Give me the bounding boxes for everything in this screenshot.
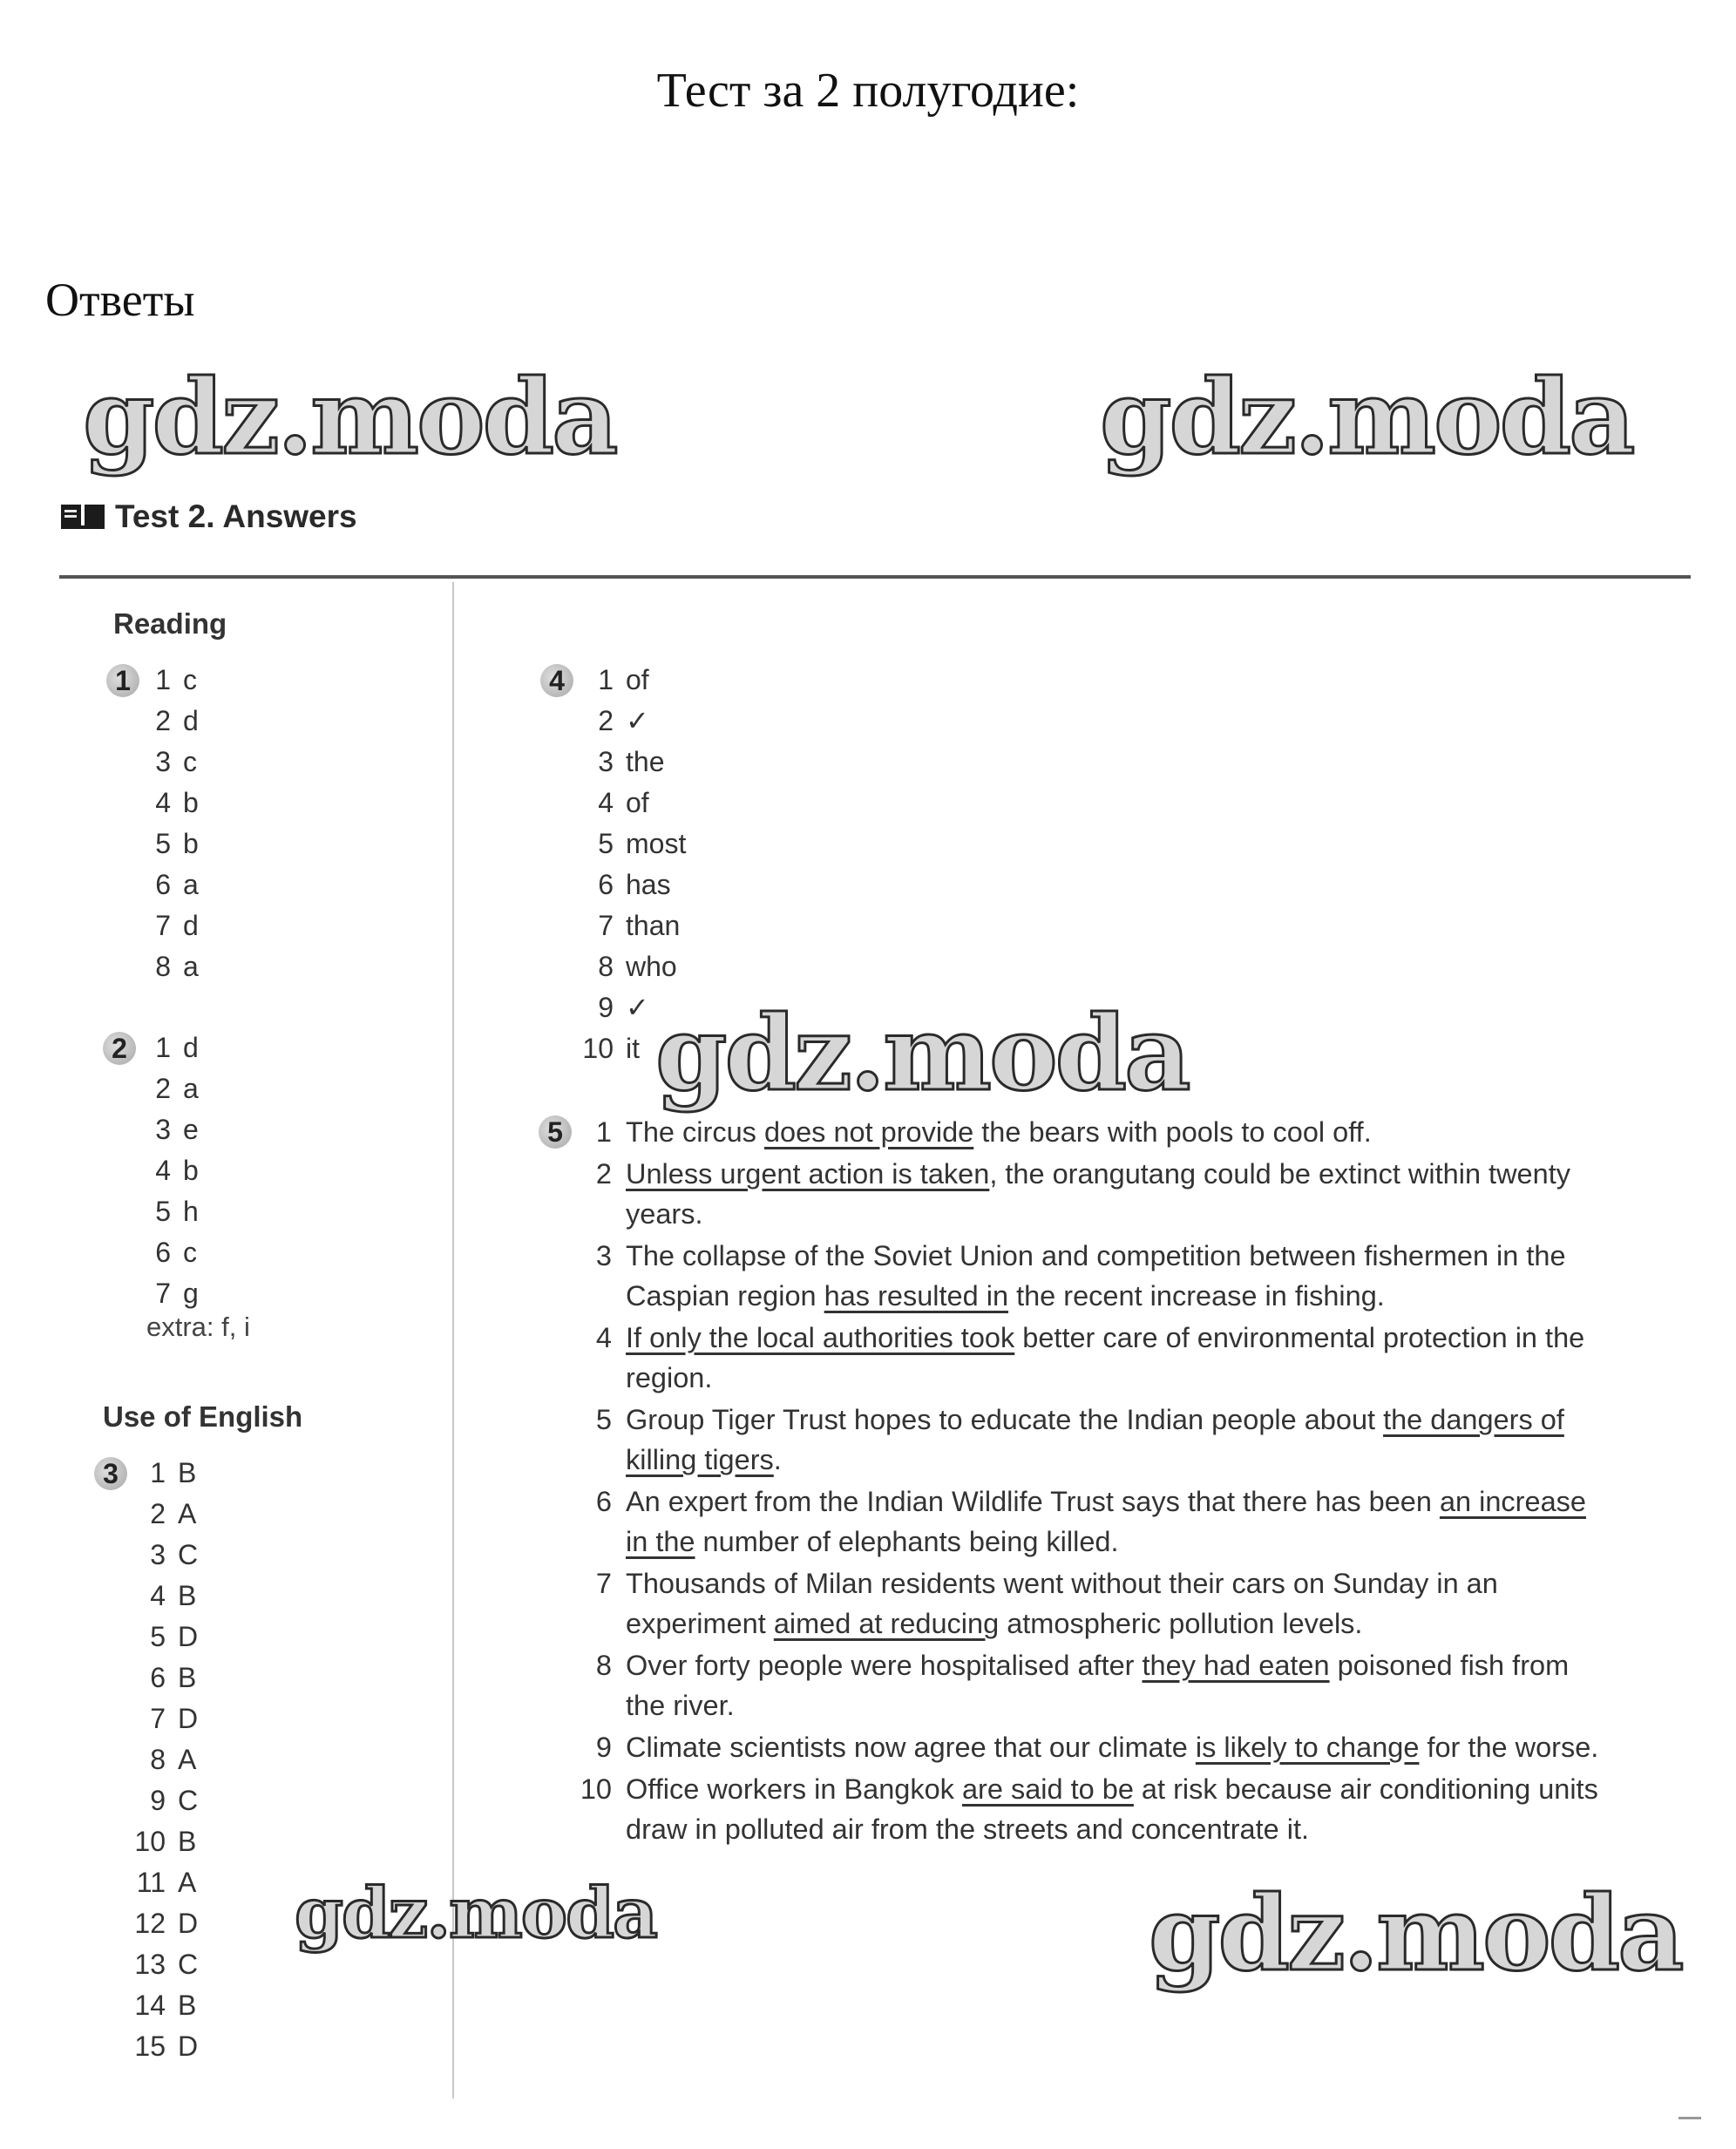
test-title: Test 2. Answers [115,498,357,534]
sentence-item [566,1318,1612,1398]
answer-item [124,1617,198,1658]
answer-number: 12 [134,1908,166,1939]
answer-item [124,1576,198,1617]
answer-item [124,1739,198,1780]
sentence-item [566,1769,1612,1849]
answer-value: of [626,787,649,818]
answer-item [124,1862,198,1903]
answer-item [124,1944,198,1985]
sentence-fragment: better care of environmental protection in the region. [626,1322,1585,1393]
sentence-item [566,1645,1612,1725]
answer-item [129,783,199,824]
exercise-5-badge: 5 [539,1115,572,1149]
answer-item [124,1985,198,2026]
answer-number: 5 [155,1196,171,1227]
sentence-fragment: Office workers in Bangkok [626,1773,962,1805]
reading-heading: Reading [113,607,227,640]
watermark: gdz.moda [295,1872,656,1954]
answer-number: 11 [136,1867,166,1898]
sentence-fragment: The circus [626,1116,764,1148]
answer-number: 7 [150,1703,166,1734]
answer-item [124,1658,198,1698]
sentence-number: 2 [595,1158,612,1190]
answer-item [124,1453,198,1494]
answer-value: D [178,1621,199,1652]
answer-number: 13 [134,1949,166,1980]
answer-value: B [178,1662,197,1693]
answer-number: 4 [598,787,614,818]
underlined-phrase: are said to be [961,1773,1134,1805]
scan-speck [1678,2117,1701,2119]
sentence-number: 5 [595,1404,612,1435]
exercise-3-answers [124,1453,198,2067]
use-of-english-heading: Use of English [103,1400,303,1433]
watermark: gdz.moda [655,993,1189,1114]
sentence-fragment: . [773,1444,782,1475]
answer-item [129,742,199,783]
answer-item [129,1273,199,1314]
answer-number: 7 [598,910,614,941]
sentence-fragment: Thousands of Milan residents went without their cars on Sunday in an experiment [626,1568,1498,1639]
sentence-number: 3 [595,1240,612,1271]
answer-value: b [183,787,199,818]
underlined-phrase: the dangers of killing tigers [626,1404,1564,1475]
answer-item [572,660,686,701]
answer-value: most [626,828,687,859]
answer-item [572,783,686,824]
sentence-item [566,1236,1612,1316]
underlined-phrase: has resulted in [824,1280,1009,1312]
sentence-item [566,1400,1612,1480]
sentence-item [566,1727,1612,1767]
sentence-fragment: number of elephants being killed. [695,1526,1119,1557]
answer-number: 10 [582,1033,614,1064]
answer-number: 4 [155,1155,171,1186]
answer-item [129,701,199,742]
answer-item [124,1494,198,1535]
answer-item [124,1698,198,1739]
answer-value: c [183,746,197,777]
answer-value: D [178,2030,199,2062]
answer-number: 3 [150,1539,166,1570]
sentence-fragment: The collapse of the Soviet Union and competition between fishermen in the Caspian region [626,1240,1566,1312]
sentence-fragment: atmospheric pollution levels. [999,1608,1363,1639]
answer-item [124,2026,198,2067]
answer-number: 15 [134,2030,166,2062]
answer-number: 4 [150,1580,166,1611]
answer-number: 1 [155,664,171,695]
exercise-5-answers [566,1112,1612,1851]
answer-item [572,742,686,783]
sentence-number: 7 [595,1568,612,1599]
sentence-number: 4 [595,1322,612,1353]
sentence-number: 10 [580,1773,612,1805]
sentence-number: 6 [595,1486,612,1517]
sentence-number: 1 [595,1116,612,1148]
answer-number: 2 [598,705,614,736]
answer-item [129,1027,199,1068]
underlined-phrase: If only the local authorities took [626,1322,1015,1353]
sentence-fragment: the recent increase in fishing. [1008,1280,1385,1312]
sentence-item [566,1481,1612,1562]
sentence-text [626,1154,1612,1234]
sentence-number: 9 [595,1732,612,1763]
answer-value: it [626,1033,640,1064]
answer-number: 9 [150,1785,166,1816]
answer-number: 5 [598,828,614,859]
answer-number: 14 [134,1990,166,2021]
answer-item [129,824,199,864]
answer-item [129,946,199,987]
exercise-4-badge: 4 [540,664,573,697]
sentence-fragment: Climate scientists now agree that our climate [626,1732,1196,1763]
answer-value: b [183,828,199,859]
answer-value: a [183,869,199,900]
answer-item [124,1821,198,1862]
answer-value: a [183,1073,199,1104]
sentence-fragment: poisoned fish from the river. [626,1650,1570,1721]
sentence-fragment: for the worse. [1419,1732,1599,1763]
answer-number: 1 [155,1032,171,1063]
sentence-item [566,1154,1612,1234]
answer-item [124,1903,198,1944]
answer-value: of [626,664,649,695]
answer-value: than [626,910,681,941]
answer-number: 1 [150,1457,166,1488]
answer-number: 5 [150,1621,166,1652]
answer-number: 2 [155,1073,171,1104]
answer-value: a [183,951,199,982]
sentence-item [566,1112,1612,1152]
answer-value: B [178,1990,197,2021]
answer-value: B [178,1580,197,1611]
sentence-fragment: Over forty people were hospitalised after [626,1650,1143,1681]
answer-number: 6 [155,869,171,900]
sentence-text [626,1318,1612,1398]
sentence-number: 8 [595,1650,612,1681]
sentence-text [626,1481,1612,1562]
answer-number: 6 [155,1237,171,1268]
answers-label: Ответы [45,274,195,326]
underlined-phrase: does not provide [763,1116,974,1148]
answer-number: 10 [134,1826,166,1857]
answer-number: 7 [155,910,171,941]
sentence-text [626,1112,1612,1152]
answer-value: h [183,1196,199,1227]
answer-item [572,824,686,864]
underlined-phrase: they had eaten [1142,1650,1330,1681]
watermark: gdz.moda [1100,356,1633,478]
exercise-3-badge: 3 [94,1457,127,1490]
answer-item [572,905,686,946]
sentence-text [626,1727,1612,1767]
watermark: gdz.moda [1149,1873,1682,1994]
exercise-1-badge: 1 [106,664,139,697]
answer-item [129,1068,199,1109]
book-icon [61,505,105,529]
answer-item [129,864,199,905]
column-divider [452,582,454,2098]
underlined-phrase: is likely to change [1195,1732,1420,1763]
answer-value: has [626,869,671,900]
answer-item [129,905,199,946]
answer-value: who [626,951,677,982]
test-header [61,498,357,535]
answer-value: D [178,1908,199,1939]
sentence-fragment: Group Tiger Trust hopes to educate the Indian people about [626,1404,1384,1435]
answer-value: B [178,1457,197,1488]
answer-number: 7 [155,1278,171,1309]
answer-value: ✓ [626,992,649,1023]
answer-value: e [183,1114,199,1145]
answer-number: 3 [598,746,614,777]
answer-value: A [178,1498,197,1529]
answer-value: c [183,1237,197,1268]
underlined-phrase: aimed at reducing [773,1608,1000,1639]
answer-value: d [183,1032,199,1063]
answer-number: 8 [598,951,614,982]
answer-value: g [183,1278,199,1309]
answer-value: A [178,1867,197,1898]
answer-item [129,1191,199,1232]
exercise-2-answers [129,1027,199,1314]
exercise-2-extra: extra: f, i [146,1312,250,1342]
answer-item [129,1232,199,1273]
answer-item [124,1535,198,1576]
sentence-item [566,1563,1612,1644]
answer-value: B [178,1826,197,1857]
page-title: Тест за 2 полугодие: [656,64,1080,118]
answer-item [129,660,199,701]
sentence-text [626,1400,1612,1480]
answer-value: D [178,1703,199,1734]
answer-number: 6 [150,1662,166,1693]
answer-number: 2 [155,705,171,736]
answer-number: 6 [598,869,614,900]
answer-number: 3 [155,1114,171,1145]
answer-item [129,1109,199,1150]
answer-number: 3 [155,746,171,777]
answer-value: b [183,1155,199,1186]
answer-number: 8 [155,951,171,982]
answer-item [129,1150,199,1191]
answer-value: C [178,1949,199,1980]
answer-value: c [183,664,197,695]
answer-value: C [178,1539,199,1570]
answer-item [124,1780,198,1821]
answer-item [572,701,686,742]
answer-number: 8 [150,1744,166,1775]
answer-item [572,864,686,905]
underlined-phrase: Unless urgent action is taken [626,1158,990,1190]
sentence-fragment: the bears with pools to cool off. [973,1116,1372,1148]
answer-value: ✓ [626,705,649,736]
header-divider [59,575,1691,579]
answer-value: the [626,746,665,777]
answer-number: 4 [155,787,171,818]
answer-number: 9 [598,992,614,1023]
sentence-text [626,1769,1612,1849]
sentence-fragment: , the orangutang could be extinct within twenty years. [626,1158,1570,1230]
answer-number: 1 [598,664,614,695]
answer-value: d [183,910,199,941]
watermark: gdz.moda [83,356,616,478]
answer-item [572,946,686,987]
answer-number: 2 [150,1498,166,1529]
sentence-text [626,1645,1612,1725]
sentence-fragment: at risk because air conditioning units draw in polluted air from the streets and concentrate it. [626,1773,1598,1845]
underlined-phrase: an increase in the [626,1486,1586,1557]
exercise-2-badge: 2 [103,1032,136,1065]
sentence-text [626,1236,1612,1316]
exercise-1-answers [129,660,199,987]
answer-value: C [178,1785,199,1816]
sentence-fragment: An expert from the Indian Wildlife Trust says that there has been [626,1486,1440,1517]
answer-value: A [178,1744,197,1775]
answer-number: 5 [155,828,171,859]
sentence-text [626,1563,1612,1644]
answer-value: d [183,705,199,736]
